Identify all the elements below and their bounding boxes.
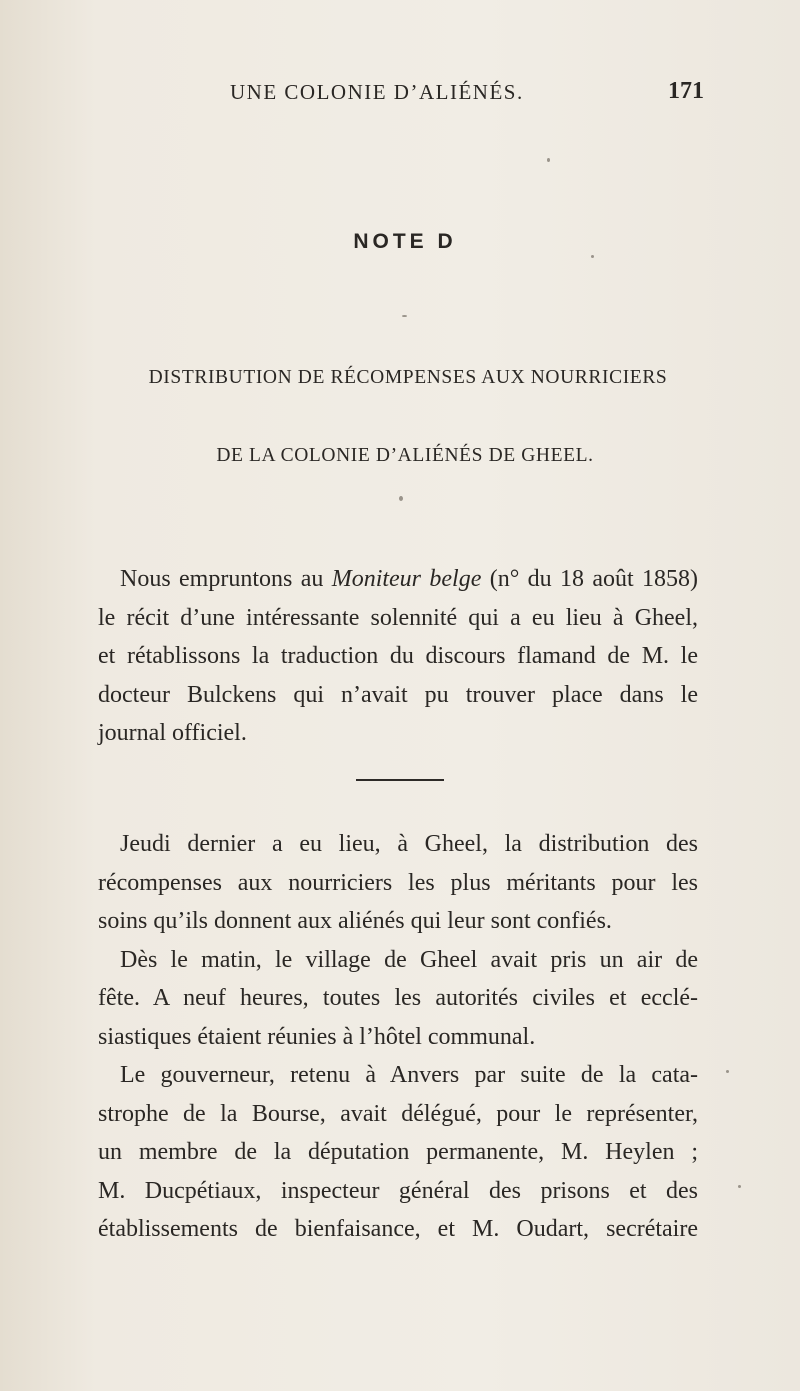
intro-line-text: Nous empruntons au	[120, 566, 332, 592]
body-line: Le gouverneur, retenu à Anvers par suite de la cata-	[120, 1062, 698, 1088]
body-line: siastiques étaient réunies à l’hôtel communal.	[98, 1023, 536, 1050]
note-title: NOTE D	[353, 230, 457, 253]
paper-speck	[738, 1185, 741, 1188]
paper-speck	[726, 1070, 729, 1073]
running-title: UNE COLONIE D’ALIÉNÉS.	[230, 80, 524, 104]
paper-speck	[402, 315, 407, 317]
body-line: établissements de bienfaisance, et M. Oudart, secrétaire	[98, 1216, 698, 1242]
intro-line: journal officiel.	[98, 720, 247, 746]
page-number: 171	[668, 78, 704, 104]
body-line: strophe de la Bourse, avait délégué, pour le représenter,	[98, 1100, 698, 1127]
newspaper-title: Moniteur belge	[331, 566, 482, 592]
intro-line: docteur Bulckens qui n’avait pu trouver place dans le	[98, 681, 698, 708]
running-head	[0, 80, 800, 120]
body-line: M. Ducpétiaux, inspecteur général des prisons et des	[98, 1177, 698, 1204]
paper-speck	[591, 255, 594, 258]
paper-speck	[547, 158, 550, 162]
body-line: fête. A neuf heures, toutes les autorités civiles et ecclé-	[98, 985, 698, 1011]
body-line: un membre de la députation permanente, M. Heylen ;	[98, 1139, 698, 1165]
body-line: soins qu’ils donnent aux aliénés qui leur sont confiés.	[98, 908, 612, 934]
intro-line	[98, 560, 698, 599]
intro-line-text: (n° du 18 août 1858)	[481, 566, 699, 592]
intro-line: le récit d’une intéressante solennité qui a eu lieu à Gheel,	[98, 604, 698, 631]
body-line: récompenses aux nourriciers les plus méritants pour les	[98, 869, 698, 896]
section-heading-line-2: DE LA COLONIE D’ALIÉNÉS DE GHEEL.	[216, 445, 594, 466]
section-heading-line-1: DISTRIBUTION DE RÉCOMPENSES AUX NOURRICIERS	[148, 367, 668, 388]
body-line: Dès le matin, le village de Gheel avait pris un air de	[120, 946, 698, 973]
body-line: Jeudi dernier a eu lieu, à Gheel, la distribution des	[120, 831, 698, 857]
intro-line: et rétablissons la traduction du discours flamand de M. le	[98, 643, 698, 669]
body-paragraph	[98, 825, 698, 1249]
separator-rule	[356, 779, 444, 781]
intro-paragraph	[98, 560, 698, 753]
paper-speck	[399, 496, 403, 501]
